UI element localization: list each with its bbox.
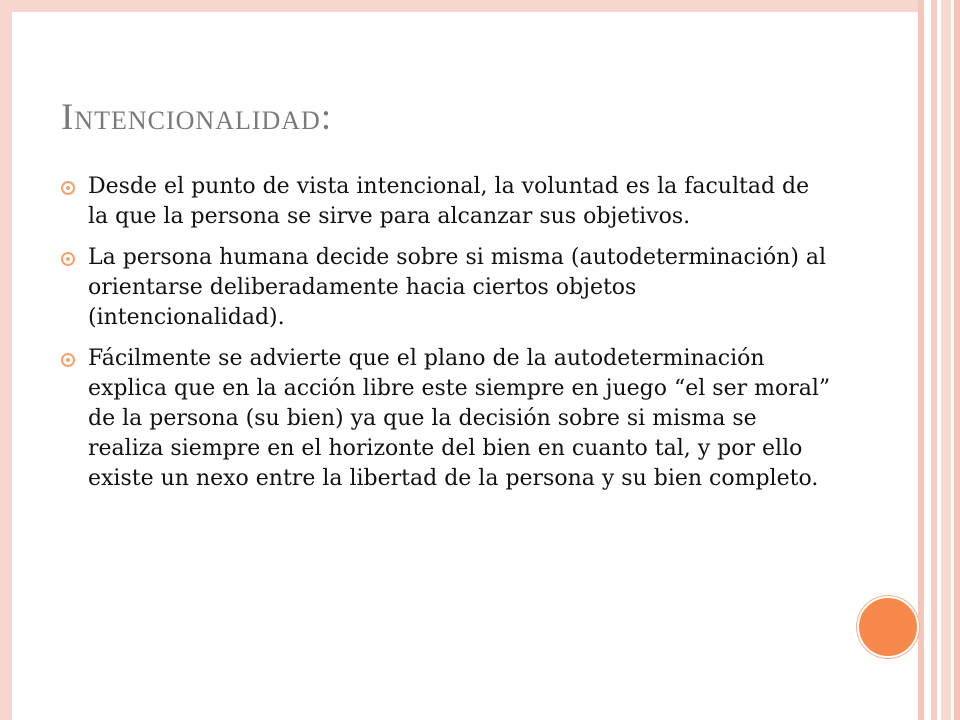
bullet-list (61, 172, 831, 505)
slide-title: Intencionalidad: (61, 97, 333, 138)
decorative-circle-icon (857, 596, 919, 658)
bullet-circle-icon (61, 353, 75, 367)
bullet-item (61, 344, 831, 494)
bullet-text: La persona humana decide sobre si misma (autodeterminación) al orientarse deliberadamente hacia ciertos objetos (intencionalidad). (88, 245, 827, 330)
decorative-stripe (924, 0, 931, 720)
bullet-item (61, 172, 831, 232)
bullet-item (61, 243, 831, 333)
bullet-text: Fácilmente se advierte que el plano de la autodeterminación explica que en la acción libre este siempre en juego “el ser moral” de la persona (su bien) ya que la decisión sobre si misma se realiza siempre en el horizonte del bien en cuanto tal, y por ello existe un nexo entre la libertad de la persona y su bien completo. (88, 346, 831, 491)
decorative-stripe (954, 0, 960, 720)
bullet-circle-icon (61, 252, 75, 266)
decorative-stripe (941, 0, 951, 720)
bullet-text: Desde el punto de vista intencional, la voluntad es la facultad de la que la persona se sirve para alcanzar sus objetivos. (88, 174, 810, 229)
bullet-circle-icon (61, 181, 75, 195)
